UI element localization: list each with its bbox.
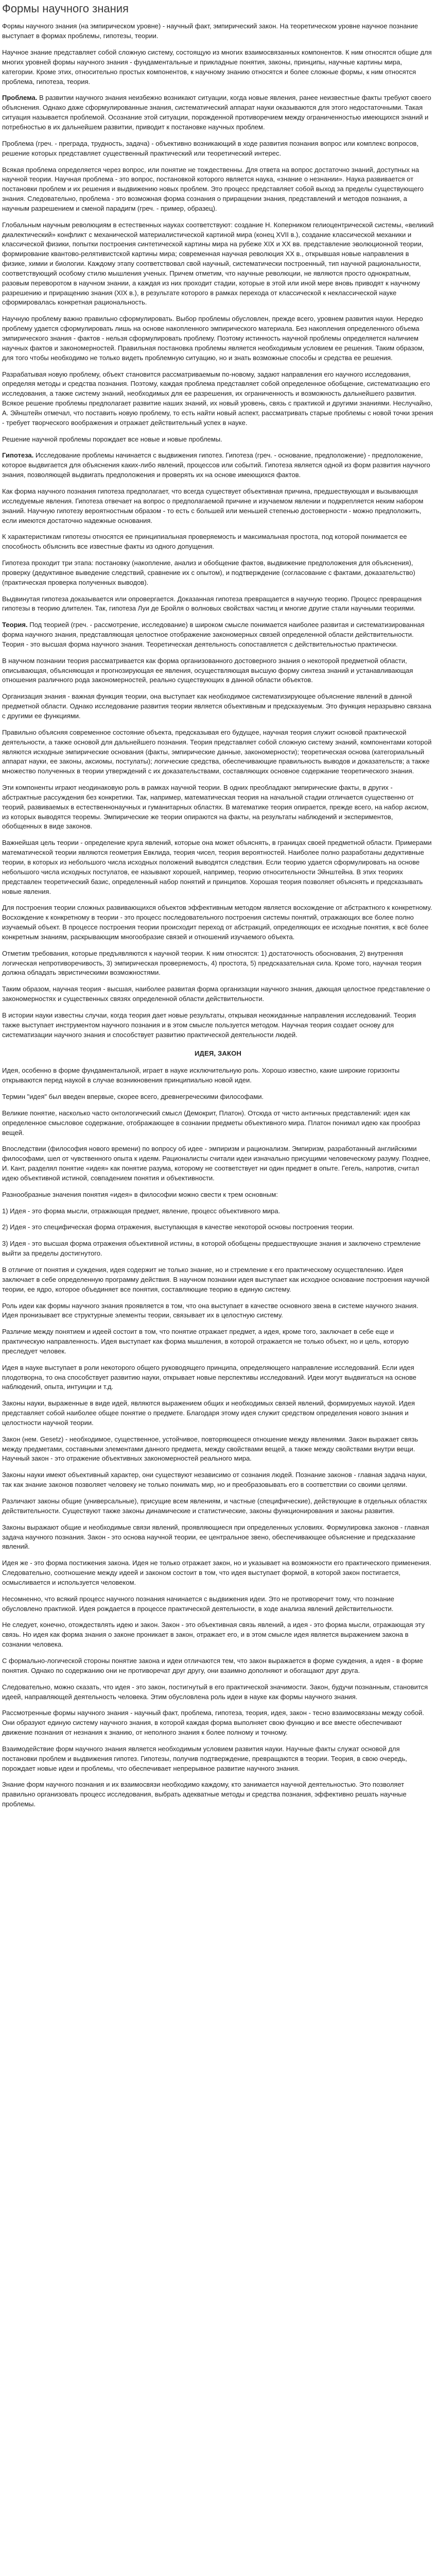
body-paragraph <box>2 487 434 526</box>
paragraph-text: Важнейшая цель теории - определение круга явлений, которые она может объяснять, в границах своей предметной области. Примерами математической теории являются геометрия Евклида, теория чисел, теория вероятностей. Наиболее полно разработаны дедуктивные теории, в которых из небольшого числа исходных положений выводятся следствия. Если теорию удается сформулировать на основе небольшого числа исходных постулатов, ее называют хорошей, например, теорию относительности Эйнштейна. В этих теориях представлен теоретический базис, определенный набор понятий и принципов. Хорошая теория позволяет объяснять и предсказывать новые явления. <box>2 839 432 895</box>
body-paragraph: Законы выражают общие и необходимые связи явлений, проявляющиеся при определенных условиях. Формулировка законов - главная задача научного познания. Закон - это основа научной теории, ее центральное звено, обеспечивающее объяснение и предсказание явлений. <box>2 1523 429 1551</box>
body-paragraph <box>2 656 434 686</box>
body-paragraph: Идея в науке выступает в роли некоторого общего руководящего принципа, определяющего направление исследований. Если идея плодотворна, то она способствует развитию науки, открывает новые перспективы исследований. Идеи могут выдвигаться на основе наблюдений, опыта, интуиции и т.д. <box>2 1363 416 1391</box>
body-paragraph: Идея же - это форма постижения закона. Идея не только отражает закон, но и указывает на возможности его практического применения. Следовательно, соотношение между идеей и законом состоит в том, что идея выступает формой, в которой закон постигается, осмысливается и используется человеком. <box>2 1559 431 1586</box>
body-paragraph: Различие между понятием и идеей состоит в том, что понятие отражает предмет, а идея, кроме того, заключает в себе еще и практическую направленность. Идея выступает как форма мышления, в которой отражается не только объект, но и цель, которую преследует человек. <box>2 1328 409 1355</box>
paragraph-term: Теория. <box>2 621 28 629</box>
paragraph-text: Глобальным научным революциям в естественных науках соответствуют: создание Н. Коперником гелиоцентрической системы, «великий диалектический» конфликт с механической материалистической картиной мира (конец XVII в.), создание классической механики и классической физики, попытки построения синтетической картины мира на рубеже XIX и XX вв. представление эволюционной теории, формирование квантово-релятивистской картины мира; современная научная революция XX в., открывшая новые направления в физике, химии и биологии. Каждому этапу соответствовал свой научный, систематически построенный, тип научной рациональности, соответствующий особому стилю мышления ученых. Причем отметим, что научные революции, не являются просто однократным, разовым переворотом в научном знании, а каждая из них проходит стадии, которые в этой или иной мере вновь приводят к научному разрешению и приращению знания (XIX в.), в результате которого в рамках перехода от классической к неклассической науке сформировалась конкретная рациональность. <box>2 221 434 307</box>
paragraph-text: Гипотеза проходит три этапа: постановку (накопление, анализ и обобщение фактов, выдвижение предположения для объяснения), проверку (дедуктивное выведение следствий, сравнение их с опытом), и подтверждение (согласование с фактами, доказательство) (практическая проверка полученных выводов). <box>2 559 415 586</box>
page-title: Формы научного знания <box>2 2 129 15</box>
body-paragraph <box>2 949 434 978</box>
body-paragraph <box>2 1011 434 1040</box>
paragraph-text: Таким образом, научная теория - высшая, наиболее развитая форма организации научного знания, дающая целостное представление о закономерностях и существенных связях определенной области действительности. <box>2 985 430 1003</box>
body-paragraph: Различают законы общие (универсальные), присущие всем явлениям, и частные (специфические), действующие в отдельных областях действительности. Существуют также законы динамические и статистические, законы функционирования и законы развития. <box>2 1497 427 1515</box>
body-paragraph <box>2 783 434 832</box>
body-paragraph <box>2 838 434 896</box>
paragraph-text: Как форма научного познания гипотеза предполагает, что всегда существует объективная причина, предшествующая и вызывающая исследуемые явления. Гипотеза отвечает на вопрос о предполагаемой причине и изучаемом явлении и подкрепляется неким набором знаний. Научную гипотезу вероятностным образом - то есть с большей или меньшей степенью достоверности - можно предположить, если имеются достаточно надежные основания. <box>2 487 424 524</box>
body-paragraph: Несомненно, что всякий процесс научного познания начинается с выдвижения идеи. Это не противоречит тому, что познание обусловлено практикой. Идея рождается в процессе практической деятельности, в ходе анализа явлений действительности. <box>2 1595 394 1613</box>
paragraph-text: В научном познании теория рассматривается как форма организованного достоверного знания о некоторой предметной области, описывающая, объясняющая и прогнозирующая ее явления, осуществляющая высшую форму синтеза знаний и устанавливающая отношения различного рода закономерностей, реально существующих в данной области объектов. <box>2 656 413 684</box>
paragraph-text: Исследование проблемы начинается с выдвижения гипотез. Гипотеза (греч. - основание, предположение) - предположение, которое выдвигается для объяснения каких-либо явлений, процессов или событий. Гипотеза является одной из форм развития научного знания, позволяющей выдвигать предположения и проверять их на основе имеющихся фактов. <box>2 451 430 479</box>
paragraph-text: В истории науки известны случаи, когда теория дает новые результаты, открывая неожиданные направления исследований. Теория также выступает инструментом научного познания и в этом смысле пользуется методом. Научная теория создает основу для систематизации научного знания и способствует развитию практической деятельности людей. <box>2 1011 416 1039</box>
body-paragraph: Законы науки, выраженные в виде идей, являются выражением общих и необходимых связей явлений, формируемых наукой. Идея представляет собой наиболее общее понятие о предмете. Благодаря этому идея служит средством определения нового знания и целостности научной теории. <box>2 1399 415 1427</box>
paragraph-text: Организация знания - важная функция теории, она выступает как необходимое систематизирующее объяснение явлений в данной предметной области. Однако исследование развития теории является объективным и предсказуемым. Это функция неразрывно связана с другими ее функциями. <box>2 692 432 720</box>
body-paragraph: Законы науки имеют объективный характер, они существуют независимо от сознания людей. Познание законов - главная задача науки, так как знание законов позволяет человеку не только понимать мир, но и преобразовывать его в соответствии со своими целями. <box>2 1471 427 1489</box>
body-paragraph: Не следует, конечно, отождествлять идею и закон. Закон - это объективная связь явлений, а идея - это форма мысли, отражающая эту связь. Но идея как форма знания о законе проникает в закон, отражает его, и в этом смысле идея является выражением закона в сознании человека. <box>2 1621 425 1649</box>
body-paragraph <box>2 93 434 132</box>
intro-section <box>2 22 434 87</box>
paragraph-text: Для построения теории сложных развивающихся объектов эффективным методом является восхождение от абстрактного к конкретному. Восхождение к конкретному в теории - это процесс последовательного построения системы понятий, отражающих все более полно изучаемый объект. В процессе построения теории происходит переход от абстракций, определяющих ее исходные понятия, к всё более конкретным знаниям, раскрывающим многообразие связей и отношений изучаемого объекта. <box>2 904 432 941</box>
body-paragraph <box>2 370 434 428</box>
body-paragraph <box>2 985 434 1004</box>
body-paragraph <box>2 903 434 942</box>
intro-paragraph: Научное знание представляет собой сложную систему, состоящую из многих взаимосвязанных компонентов. К ним относятся общие для многих уровней формы научного знания - фундаментальные и прикладные понятия, законы, принципы, научные картины мира, категории. Кроме этих, относительно простых компонентов, к научному знанию относятся и более сложные формы, к ним относятся проблема, гипотеза, теория. <box>2 48 432 86</box>
body-paragraph <box>2 451 434 480</box>
paragraph-text: Правильно объясняя современное состояние объекта, предсказывая его будущее, научная теория служит основой практической деятельности, а также основой для дальнейшего познания. Теория представляет собой сложную систему знаний, компонентами которой являются исходные эмпирические основания (факты, эмпирические данные, закономерности); теоретическая основа (категориальный аппарат науки, ее законы, аксиомы, постулаты); логические средства, обеспечивающие правильность выводов и доказательств; а также множество полученных в теории утверждений с их доказательствами, составляющих основное содержание теоретического знания. <box>2 728 432 775</box>
body-paragraph: Знание форм научного познания и их взаимосвязи необходимо каждому, кто занимается научной деятельностью. Это позволяет правильно организовать процесс исследования, выбрать адекватные методы и средства познания, эффективно решать научные проблемы. <box>2 1781 407 1808</box>
body-paragraph <box>2 692 434 721</box>
body-paragraph: 3) Идея - это высшая форма отражения объективной истины, в которой обобщены предшествующие знания и заключено стремление выйти за пределы достигнутого. <box>2 1240 421 1258</box>
body-paragraph: Термин "идея" был введен впервые, скорее всего, древнегреческими философами. <box>2 1093 264 1101</box>
body-paragraph <box>2 314 434 363</box>
idea-law-section <box>2 1066 434 1809</box>
body-paragraph <box>2 221 434 308</box>
body-paragraph <box>2 558 434 588</box>
body-paragraph: С формально-логической стороны понятие закона и идеи отличаются тем, что закон выражается в форме суждения, а идея - в форме понятия. Однако по содержанию они не противоречат друг другу, они взаимно дополняют и обогащают друг друга. <box>2 1656 423 1674</box>
section-heading-idea-law: ИДЕЯ, ЗАКОН <box>194 1049 241 1058</box>
paragraph-text: Разрабатывая новую проблему, объект становится рассматриваемым по-новому, задают направления его научного исследования, определяя методы и средства познания. Поэтому, каждая проблема представляет собой определенное обобщение, систематизацию его исследования, а также систему знаний, необходимых для ее разрешения, их ограниченность и возможность дальнейшего развития. Всякое решение проблемы предполагает развитие наших знаний, их новый уровень, связь с практикой и другими знаниями. Неслучайно, А. Эйнштейн отмечал, что поставить новую проблему, то есть найти новый аспект, рассматривать старые проблемы с новой точки зрения - требует творческого воображения и отражает действительный успех в науке. <box>2 370 433 427</box>
body-paragraph <box>2 165 434 214</box>
paragraph-text: Всякая проблема определяется через вопрос, или понятие не тождественны. Для ответа на вопрос достаточно знаний, доступных на научной теории. Научная проблема - это вопрос, постановкой которого является наука, «знание о незнании». Наука развивается от постановки проблем и их решения и выдвижению новых проблем. Это процесс представляет собой выход за пределы существующего знания. Следовательно, проблема - это возможная форма сознания о приращении знания, представлений и методов познания, а научным разрешением и сменой парадигм (греч. - пример, образец). <box>2 165 424 212</box>
paragraph-text: Проблема (греч. - преграда, трудность, задача) - объективно возникающий в ходе развития познания вопрос или комплекс вопросов, решение которых представляет существенный практический или теоретический интерес. <box>2 139 418 157</box>
paragraph-text: Выдвинутая гипотеза доказывается или опровергается. Доказанная гипотеза превращается в научную теорию. Процесс превращения гипотезы в теорию длителен. Так, гипотеза Луи де Бройля о волновых свойствах частиц и многие другие стали научными теориями. <box>2 595 422 613</box>
body-paragraph: Взаимодействие форм научного знания является необходимым условием развития науки. Научные факты служат основой для постановки проблем и выдвижения гипотез. Гипотезы, получив подтверждение, превращаются в теории. Теория, в свою очередь, порождает новые идеи и проблемы, что обеспечивает непрерывное развитие научного знания. <box>2 1744 407 1772</box>
body-paragraph: Следовательно, можно сказать, что идея - это закон, постигнутый в его практической значимости. Закон, будучи познанным, становится идеей, направляющей деятельность человека. Этим обусловлена роль идеи в науке как формы научного знания. <box>2 1683 428 1701</box>
paragraph-text: К характеристикам гипотезы относятся ее принципиальная проверяемость и максимальная простота, под которой понимается ее способность объяснить все известные факты из одного допущения. <box>2 533 407 551</box>
body-paragraph: Роль идеи как формы научного знания проявляется в том, что она выступает в качестве основного звена в системе научного знания. Идея пронизывает все структурные элементы теории, связывает их в целостную систему. <box>2 1301 418 1319</box>
body-paragraph: Рассмотренные формы научного знания - научный факт, проблема, гипотеза, теория, идея, закон - тесно взаимосвязаны между собой. Они образуют единую систему научного знания, в которой каждая форма выполняет свою функцию и все вместе обеспечивают движение познания от незнания к знанию, от неполного знания к более полному и точному. <box>2 1709 424 1737</box>
paragraph-term: Проблема. <box>2 94 38 102</box>
body-section <box>2 93 434 1040</box>
paragraph-term: Гипотеза. <box>2 451 34 460</box>
body-paragraph: Идея, особенно в форме фундаментальной, играет в науке исключительную роль. Хорошо известно, какие широкие горизонты открываются перед наукой в случае возникновения принципиально новой идеи. <box>2 1066 400 1084</box>
body-paragraph: В отличие от понятия и суждения, идея содержит не только знание, но и стремление к его практическому осуществлению. Идея заключает в себе определенную программу действия. В научном познании идея выступает как исходное основание построения научной теории, ее ядро, которое объединяет все понятия, составляющие теорию в единую систему. <box>2 1265 430 1293</box>
body-paragraph <box>2 139 434 159</box>
body-paragraph: Закон (нем. Gesetz) - необходимое, существенное, устойчивое, повторяющееся отношение между явлениями. Закон выражает связь между предметами, составными элементами данного предмета, между свойствами вещей, а также между свойствами внутри вещи. Научный закон - это отражение объективных закономерностей реального мира. <box>2 1435 418 1463</box>
body-paragraph: 2) Идея - это специфическая форма отражения, выступающая в качестве некоторой основы построения теории. <box>2 1223 354 1231</box>
intro-paragraph: Формы научного знания (на эмпирическом уровне) - научный факт, эмпирический закон. На теоретическом уровне научное познание выступает в формах проблемы, гипотезы, теории. <box>2 22 418 40</box>
body-paragraph <box>2 620 434 650</box>
body-paragraph: 1) Идея - это форма мысли, отражающая предмет, явление, процесс объективного мира. <box>2 1207 281 1215</box>
paragraph-text: Под теорией (греч. - рассмотрение, исследование) в широком смысле понимается наиболее развитая и систематизированная форма научного знания, представляющая целостное отображение закономерных связей определенной области действительности. Теория - это высшая форма научного знания. Теоретическая деятельность сопоставляется с действительностью практически. <box>2 621 425 648</box>
paragraph-text: Отметим требования, которые предъявляются к научной теории. К ним относятся: 1) достаточность обоснования, 2) внутренняя логическая непротиворечивость, 3) эмпирическая проверяемость, 4) простота, 5) предсказательная сила. Кроме того, научная теория должна обладать эвристическими возможностями. <box>2 949 422 977</box>
body-paragraph: Великие понятие, насколько часто онтологический смысл (Демокрит, Платон). Отсюда от чисто античных представлений: идея как определенное смысловое содержание, отображающее в сознании предметы объективного мира. Платон понимал идею как прообраз вещей. <box>2 1109 421 1137</box>
body-paragraph <box>2 532 434 552</box>
body-paragraph <box>2 435 434 445</box>
body-paragraph: Впоследствии (философия нового времени) по вопросу об идее - эмпиризм и рационализм. Эмпиризм, разработанный английскими философами, шел от чувственного опыта к идеям. Рационалисты считали идеи изначально присущими человеческому разуму. Позднее, И. Кант, разделял понятие «идея» как понятие разума, которому не соответствует ни один предмет в опыте. Гегель, напротив, считал идею объективной истиной, совпадением понятия и объективности. <box>2 1145 430 1182</box>
paragraph-text: В развитии научного знания неизбежно возникают ситуации, когда новые явления, ранее неизвестные факты требуют своего объяснения. Однако даже сформулированные знания, систематический аппарат науки оказываются для этого недостаточными. Такая ситуация называется проблемой. Осознание этой ситуации, порожденной противоречием между ограниченностью имеющихся знаний и потребностью в их дальнейшем развитии, приводит к постановке научных проблем. <box>2 94 431 131</box>
body-paragraph <box>2 595 434 614</box>
paragraph-text: Эти компоненты играют неодинаковую роль в рамках научной теории. В одних преобладают эмпирические факты, в других - абстрактные рассуждения без конкретики. Так, например, математическая теория на начальной стадии отличается существенно от теорий, развиваемых в естественнонаучных и гуманитарных областях. В математике теория опирается, прежде всего, на набор аксиом, из которых выводятся теоремы. Эмпирические же теории опираются на факты, на результаты наблюдений и экспериментов, обобщенных в виде законов. <box>2 784 429 831</box>
body-paragraph: Разнообразные значения понятия «идея» в философии можно свести к трем основным: <box>2 1190 278 1198</box>
paragraph-text: Научную проблему важно правильно сформулировать. Выбор проблемы обусловлен, прежде всего, уровнем развития науки. Нередко проблему удается сформулировать лишь на основе накопленного эмпирического материала. Без накопления определенного объема эмпирического знания - фактов - нельзя сформулировать проблему. Поэтому истинность научной проблемы определяется наличием научных фактов и закономерностей. Правильная постановка проблемы является необходимым условием ее решения. Таким образом, для того чтобы необходимо не только видеть проблемную ситуацию, но и знать возможные способы и средства ее решения. <box>2 315 425 362</box>
body-paragraph <box>2 728 434 776</box>
paragraph-text: Решение научной проблемы порождает все новые и новые проблемы. <box>2 435 222 443</box>
